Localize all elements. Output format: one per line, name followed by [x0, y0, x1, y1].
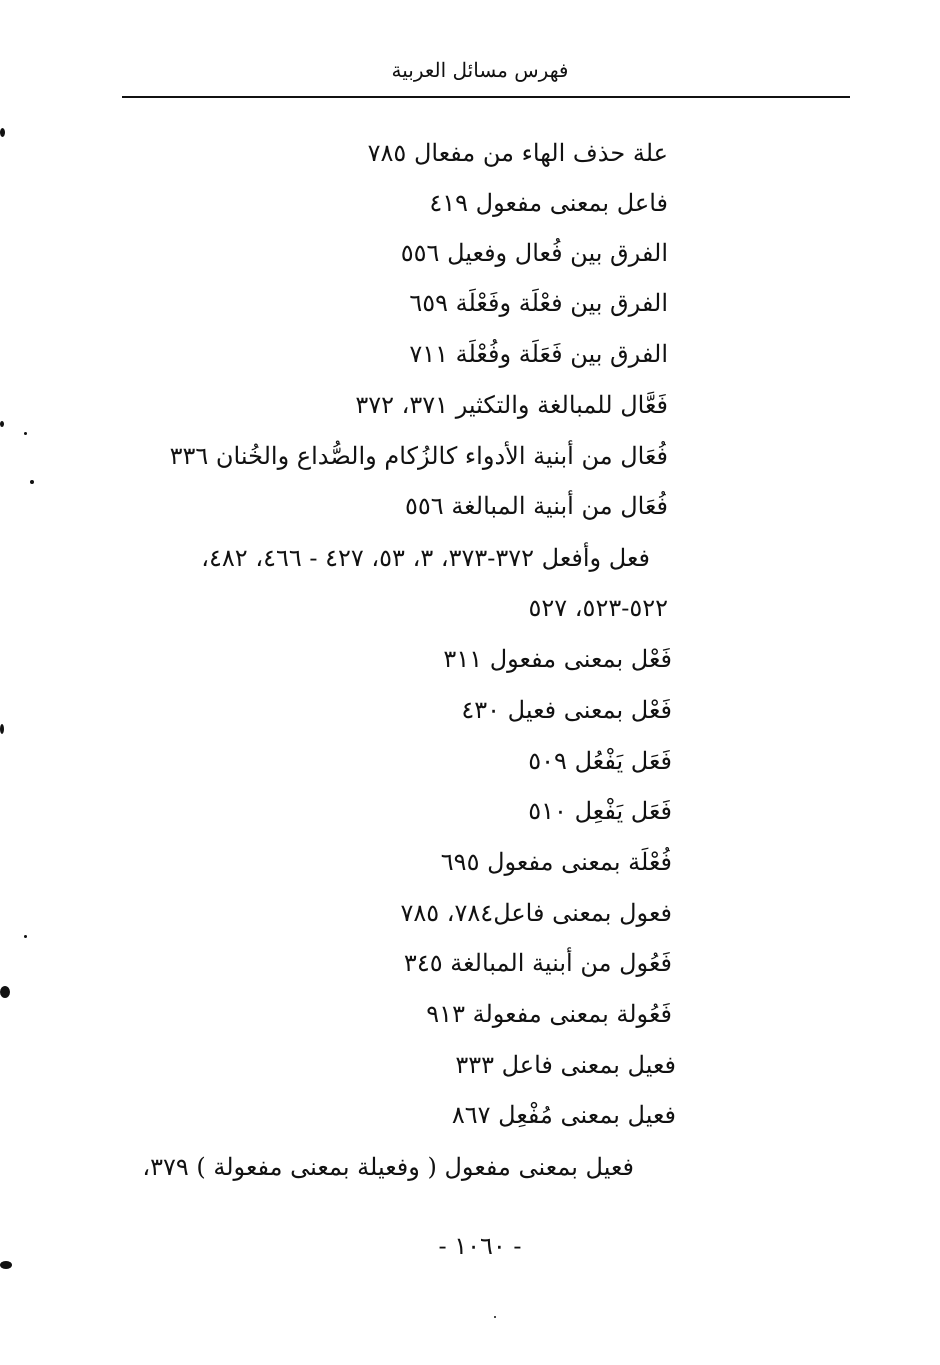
index-entry: فَعَّال للمبالغة والتكثير ٣٧١، ٣٧٢: [355, 391, 668, 419]
header-rule: [122, 96, 850, 98]
running-header-title: فهرس مسائل العربية: [391, 58, 569, 82]
index-entry: فَعْل بمعنى فعيل ٤٣٠: [461, 696, 672, 724]
index-entry: فعول بمعنى فاعل٧٨٤، ٧٨٥: [400, 899, 672, 927]
index-entry: فعيل بمعنى فاعل ٣٣٣: [455, 1051, 676, 1079]
index-entry: فُعَال من أبنية المبالغة ٥٥٦: [405, 492, 668, 520]
index-entry-continuation: ٥٢٢-٥٢٣، ٥٢٧: [528, 594, 668, 622]
scan-speck: [0, 986, 10, 998]
scan-speck: [494, 1316, 496, 1318]
index-entry: فَعُولة بمعنى مفعولة ٩١٣: [426, 1000, 672, 1028]
scan-speck: [30, 480, 34, 484]
index-entry: فَعُول من أبنية المبالغة ٣٤٥: [403, 949, 672, 977]
page-number: - ١٠٦٠ -: [438, 1232, 522, 1260]
index-entry: الفرق بين فعْلَة وفَعْلَة ٦٥٩: [409, 289, 668, 317]
index-entry: فعل وأفعل ٣٧٢-٣٧٣، ٣، ٥٣، ٤٢٧ - ٤٦٦، ٤٨٢،: [201, 544, 650, 572]
scan-speck: [0, 724, 4, 734]
index-entry: فَعَل يَفْعُل ٥٠٩: [528, 747, 672, 775]
index-entry: فُعَال من أبنية الأدواء كالزُكام والصُّداع والخُنان ٣٣٦: [169, 442, 668, 470]
index-entry: فُعْلَة بمعنى مفعول ٦٩٥: [440, 848, 672, 876]
scan-speck: [0, 421, 4, 427]
index-entry: الفرق بين فَعَلَة وفُعْلَة ٧١١: [409, 340, 668, 368]
index-entry: فَعَل يَفْعِل ٥١٠: [528, 797, 672, 825]
scan-speck: [0, 1261, 12, 1269]
index-entry: فَعْل بمعنى مفعول ٣١١: [443, 645, 672, 673]
index-entry: علة حذف الهاء من مفعال ٧٨٥: [367, 139, 668, 167]
index-entry: الفرق بين فُعال وفعيل ٥٥٦: [400, 239, 668, 267]
index-entry: فاعل بمعنى مفعول ٤١٩: [429, 189, 668, 217]
scan-speck: [24, 935, 27, 938]
index-entry: فعيل بمعنى مُفْعِل ٨٦٧: [451, 1101, 676, 1129]
scan-speck: [24, 432, 27, 435]
scan-speck: [0, 128, 5, 137]
index-entry: فعيل بمعنى مفعول ( وفعيلة بمعنى مفعولة ) ٣٧٩،: [142, 1153, 634, 1181]
